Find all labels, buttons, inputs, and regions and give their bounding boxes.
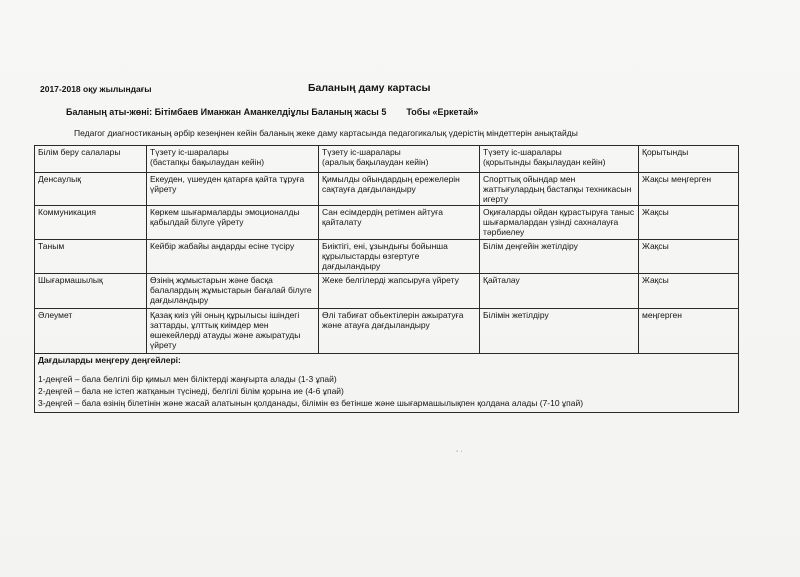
table-row (35, 309, 739, 354)
cell-result: Жақсы (639, 206, 739, 240)
cell-intermediate: Қимылды ойындардың ережелерін сақтауға дағдыландыру (319, 173, 480, 206)
level-3-text: 3-деңгей – бала өзінің білетінін және жасай алатынын қолданады, білімін өз бетінше және шығармашылықпен қолдана алады (7-10 ұпай) (38, 398, 584, 408)
development-card-table (34, 145, 739, 413)
cell-intermediate: Сан есімдердің ретімен айтуға қайталату (319, 206, 480, 240)
cell-final: Білімін жетілдіру (480, 309, 639, 354)
table-row (35, 240, 739, 274)
column-header-result: Қорытынды (639, 146, 739, 173)
cell-result: Жақсы меңгерген (639, 173, 739, 206)
table-header-row (35, 146, 739, 173)
level-1-text: 1-деңгей – бала белгілі бір қимыл мен біліктерді жаңғырта алады (1-3 ұпай) (38, 374, 337, 384)
scan-speck: ⸱ ᐧ (456, 447, 463, 456)
academic-year: 2017-2018 оқу жылындағы (40, 84, 152, 94)
cell-initial: Қазақ киіз үйі оның құрылысы ішіндегі заттарды, ұлттық киімдер мен өшекейлерді атауды және ажыратуды үйрету (147, 309, 319, 354)
levels-legend (35, 354, 739, 413)
column-header-initial: Түзету іс-шаралары (бастапқы бақылаудан кейін) (147, 146, 319, 173)
levels-title: Дағдыларды меңгеру деңгейлері: (38, 355, 181, 365)
cell-area: Коммуникация (35, 206, 147, 240)
column-header-area: Білім беру салалары (35, 146, 147, 173)
intro-text: Педагог диагностиканың әрбір кезеңінен кейін баланың жеке даму картасында педагогикалық үдерістің міндеттерін анықтайды (74, 128, 578, 138)
column-header-intermediate: Түзету іс-шаралары (аралық бақылаудан кейін) (319, 146, 480, 173)
cell-initial: Көркем шығармаларды эмоционалды қабылдай білуге үйрету (147, 206, 319, 240)
table-row (35, 173, 739, 206)
cell-intermediate: Жеке белгілерді жапсыруға үйрету (319, 274, 480, 309)
cell-area: Денсаулық (35, 173, 147, 206)
cell-initial: Өзінің жұмыстарын және басқа балалардың жұмыстарын бағалай білуге дағдыландыру (147, 274, 319, 309)
cell-initial: Екеуден, үшеуден қатарға қайта тұруға үйрету (147, 173, 319, 206)
table-row (35, 206, 739, 240)
column-header-final: Түзету іс-шаралары (қорытынды бақылаудан кейін) (480, 146, 639, 173)
child-info-line: Баланың аты-жөні: Бітімбаев Иманжан Аманкелдіұлы Баланың жасы 5 Тобы «Еркетай» (66, 107, 479, 117)
cell-intermediate: Өлі табиғат обьектілерін ажыратуға және атауға дағдыландыру (319, 309, 480, 354)
cell-initial: Кейбір жабайы аңдарды есіне түсіру (147, 240, 319, 274)
level-2-text: 2-деңгей – бала не істеп жатқанын түсінеді, белгілі білім қорына ие (4-6 ұпай) (38, 386, 344, 396)
cell-area: Әлеумет (35, 309, 147, 354)
cell-final: Спорттық ойындар мен жаттығулардың бастапқы техникасын игерту (480, 173, 639, 206)
cell-final: Білім деңгейін жетілдіру (480, 240, 639, 274)
levels-row (35, 354, 739, 413)
cell-final: Оқиғаларды ойдан құрастыруға таныс шығармалардан үзінді сахналауға тәрбиелеу (480, 206, 639, 240)
cell-result: меңгерген (639, 309, 739, 354)
table-row (35, 274, 739, 309)
cell-final: Қайталау (480, 274, 639, 309)
cell-area: Таным (35, 240, 147, 274)
cell-area: Шығармашылық (35, 274, 147, 309)
cell-intermediate: Биіктігі, ені, ұзындығы бойынша құрылыстарды өзгертуге дағдыландыру (319, 240, 480, 274)
page-title: Баланың даму картасы (308, 82, 431, 94)
cell-result: Жақсы (639, 240, 739, 274)
cell-result: Жақсы (639, 274, 739, 309)
